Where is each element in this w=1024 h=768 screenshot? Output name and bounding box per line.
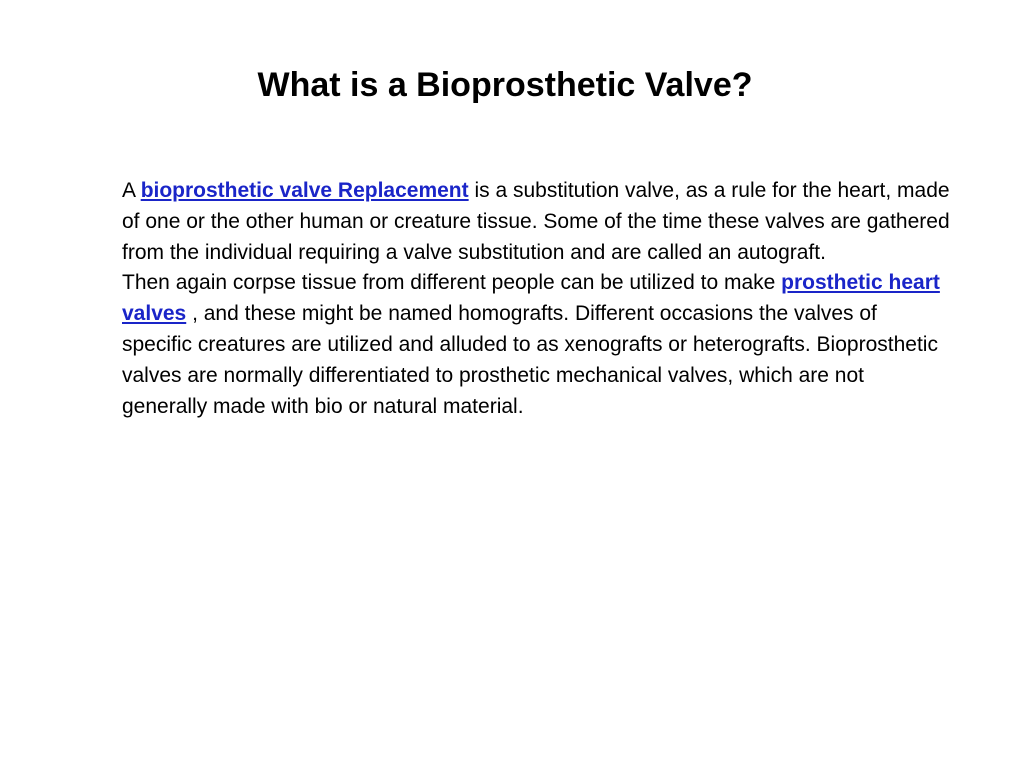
bioprosthetic-valve-replacement-link[interactable]: bioprosthetic valve Replacement [140,179,469,202]
paragraph-1-rest: is a substitution valve, as a rule for the heart, made of one or the other human or creature tissue. Some of the time these valves are gathered from the individual requiring a valve substitution and are called an autograft. [122,179,950,264]
paragraph-2-lead: Then again corpse tissue from different people can be utilized to make [122,271,782,295]
slide-body [122,176,952,422]
prosthetic-heart-valves-link[interactable]: prosthetic heart valves [122,271,940,326]
paragraph-2-rest: , and these might be named homografts. Different occasions the valves of specific creatures are utilized and alluded to as xenografts or heterografts. Bioprosthetic valves are normally differentiated to prosthetic mechanical valves, which are not generally made with bio or natural material. [122,302,938,418]
paragraph-1-lead: A [122,179,141,202]
slide-title: What is a Bioprosthetic Valve? [257,66,753,104]
paragraph-2 [122,268,952,422]
paragraph-1 [122,176,952,268]
